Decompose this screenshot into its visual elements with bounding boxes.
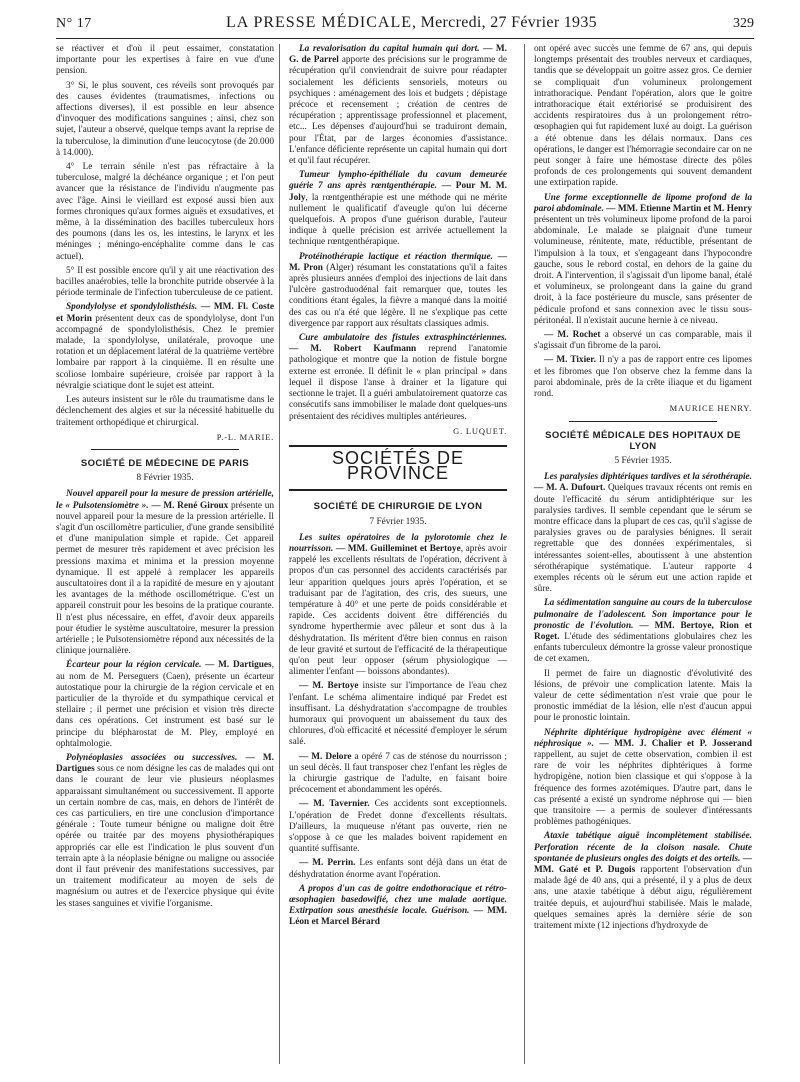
article-title: La sédimentation sanguine au cours de la tuberculose pulmonaire de l'adolescent. Son importance pour le pronostic de l'évolution. bbox=[534, 598, 752, 631]
discussion-delore bbox=[289, 752, 507, 797]
article-proteinotherapie bbox=[289, 252, 507, 330]
column-2 bbox=[289, 44, 507, 932]
article-text: rapportent l'observation d'un malade âgé de 40 ans, qui a présenté, il y a plus de deux ans, une ataxie tabétique à début aigu, régulièrement traitée depuis, et aujourd'hui stabilisée. Mais le malade, quelques semaines après la dernière série de son traitement mixte (12 injections d'hydroxyde de bbox=[534, 865, 753, 932]
article-title: Protéinothérapie lactique et réaction thermique. bbox=[299, 251, 493, 262]
article-lipome bbox=[534, 193, 752, 327]
discussion-rochet bbox=[534, 330, 752, 352]
article-text: , au nom de M. Perseguers (Caen), présente un écarteur autostatique pour la chirurgie de la région cervicale et en particulier de la thyroïde et du sympathique cervical et stellaire ; il permet une précision et vision très directe dans ces opérations. Cet instrument est basé sur le principe du blépharostat de M. Pley, employé en ophtalmologie. bbox=[56, 660, 275, 749]
article-title: Nouvel appareil pour la mesure de pression artérielle, le « Pulsotensiomètre ». bbox=[56, 489, 274, 511]
article-text: , après avoir rappelé les excellents résultats de l'opération, décrivent à propos d'un cas personnel des accidents caractérisés par leur apparition quelques jours après l'opération, et se traduisant par de l'agitation, des cris, des sueurs, une température à 40° et une perte de poids considérable et rapide. Ces accidents doivent être différenciés du syndrome hyperthermie avec pâleur et sont dus à la déshydratation. Ils méritent d'être bien connus en raison de leur gravité et surtout de l'efficacité de la thérapeutique qu'on peut leur opposer (sérum physiologique — alimenter l'enfant — boissons abondantes). bbox=[289, 543, 507, 678]
society-heading: SOCIÉTÉ MÉDICALE DES HOPITAUX DE LYON bbox=[545, 429, 741, 452]
section-rule bbox=[91, 449, 239, 450]
author-names: — M. Delore bbox=[299, 751, 352, 762]
article-sedimentation bbox=[534, 598, 752, 665]
article-text: présentent deux cas de spondylolyse, dont l'un accompagné de spondylolisthésis. Chez le premier malade, la spondylolyse, unilatérale, provoque une rotation et un déplacement latéral de la quatrième vertèbre lombaire par rapport à la cinquième. Il en résulte une scoliose lombaire supérieure, croisée par rapport à la névralgie sciatique dont le sujet est atteint. bbox=[56, 313, 274, 391]
journal-title bbox=[226, 14, 597, 32]
article-text: sous ce nom désigne les cas de malades qui ont dans le courant de leur vie plusieurs néoplasmes apparaissant simultanément ou successivement. Il apporte un certain nombre de cas, mais, en dehors de l'intérêt de ces cas particuliers, en tire une conclusion d'importance générale : Toute tumeur bénigne ou maligne doit être opérée ou traitée par des moyens physiothérapiques appropriés car elle est l'indication le plus souvent d'un terrain apte à la néoplasie bénigne ou maligne ou associée dont il faut prévenir des manifestations successives, par un traitement modificateur au moyen de sels de magnésium ou autres et de l'exercice physique qui évite les stases sanguines et vivifie l'organisme. bbox=[56, 764, 274, 909]
article-paralysies bbox=[534, 472, 752, 595]
header-rule bbox=[56, 38, 754, 39]
author-names: — MM. Léon et Marcel Bérard bbox=[289, 906, 508, 928]
signature: P.-L. MARIE. bbox=[216, 431, 274, 442]
author-names: — MM. Etienne Martin et M. Henry bbox=[606, 203, 753, 214]
article-title: Cure ambulatoire des fistules extrasphinctériennes. bbox=[299, 333, 507, 344]
article-text: Les enfants sont déjà dans un état de déshydratation énorme avant l'opération. bbox=[289, 858, 507, 880]
paragraph: Les auteurs insistent sur le rôle du traumatisme dans le déclenchement des algies et sur la nécessité habituelle du traitement orthopédique et chirurgical. bbox=[56, 395, 274, 428]
paragraph: 3° Si, le plus souvent, ces réveils sont provoqués par des causes évidentes (traumatismes, infections ou affections diverses), il est possible en leur absence d'invoquer des modifications sanguines ; ainsi, chez son sujet, l'auteur a observé, quelque temps avant la reprise de la tuberculose, la diminution d'une leucocytose (de 20.000 à 14.000). bbox=[56, 80, 274, 158]
author-names: — M. René Giroux bbox=[151, 500, 229, 511]
session-date: 5 Février 1935. bbox=[614, 455, 672, 466]
column-1 bbox=[56, 44, 274, 913]
article-text: (Alger) résumant les constatations qu'il a faites après plusieurs années d'emploi des injections de lait dans l'ulcère gastroduodénal fait remarquer que, toutes les conditions étant égales, la fièvre a manqué dans la moitié des cas ou n'a été que légère. Il ne s'explique pas cette divergence par rapport aux résultats classiques admis. bbox=[289, 262, 507, 329]
author-names: — Pour M. M. Joly bbox=[289, 181, 507, 203]
section-rule bbox=[569, 421, 717, 422]
article-title: Les suites opératoires de la pylorotomie chez le nourrisson. bbox=[289, 532, 507, 554]
article-nephrite bbox=[534, 728, 752, 829]
paragraph: 4° Le terrain sénile n'est pas réfractaire à la tuberculose, malgré la déchéance organique ; et l'on peut avancer que la résistance de l'individu n'augmente pas avec l'âge. Ainsi le vieillard est exposé aussi bien aux formes chroniques qu'aux formes aiguës et exsudatives, et même, à la dissémination des bacilles tuberculeux hors des poumons (dans les os, les intestins, le larynx et les méninges ; méningo-encéphalite comme dans le cas actuel). bbox=[56, 162, 274, 262]
author-names: — M. Bertoye bbox=[299, 681, 359, 692]
session-date: 7 Février 1935. bbox=[369, 516, 427, 527]
discussion-bertoye bbox=[289, 681, 507, 748]
author-names: — MM. Bertoye, Rion et Roget. bbox=[534, 620, 753, 642]
article-polyneoplasies bbox=[56, 753, 274, 910]
page-number: 329 bbox=[733, 16, 754, 31]
discussion-tixier bbox=[534, 355, 752, 400]
signature: MAURICE HENRY. bbox=[669, 403, 752, 414]
paragraph: 5° Il est possible encore qu'il y ait une réactivation des bacilles anaérobies, telle la bronchite putride observée à la période terminale de l'infection tuberculeuse de ce patient. bbox=[56, 265, 274, 299]
article-title: Tumeur lympho-épithéliale du cavum demeurée guérie 7 ans après rœntgenthérapie. bbox=[289, 170, 507, 192]
author-names: — MM. Fl. Coste et Morin bbox=[56, 302, 275, 324]
author-names: — MM. J. Chalier et P. Josserand bbox=[599, 738, 753, 749]
society-heading: SOCIÉTÉ DE CHIRURGIE DE LYON bbox=[313, 501, 483, 513]
province-banner bbox=[289, 445, 507, 491]
province-title: SOCIÉTÉS DE PROVINCE bbox=[331, 447, 465, 484]
article-ataxie bbox=[534, 831, 752, 932]
column-divider-2 bbox=[524, 44, 525, 1064]
column-3 bbox=[534, 44, 752, 935]
author-names: — M. Tixier. bbox=[544, 355, 596, 366]
article-title: Spondylolyse et spondylolisthésis. bbox=[66, 302, 198, 313]
article-spondylolyse bbox=[56, 302, 274, 392]
paragraph: ont opéré avec succès une femme de 67 ans, qui depuis longtemps présentait des troubles nerveux et cardiaques, tandis que se développait un goitre assez gros. Ce dernier se compliquait d'un volumineux prolongement intrathoracique. Pendant l'opération, alors que le goitre intrathoracique était extériorisé se produisirent des accidents respiratoires dus à un prolongement rétro-œsophagien qui fut rapidement luxé au doigt. La guérison a été obtenue dans les délais normaux. Dans ces opérations, le danger est l'hémorragie secondaire car on ne peut songer à faire une hémostase directe des pôles profonds de ces prolongements qui souvent demandent une extirpation rapide. bbox=[534, 44, 752, 189]
author-names: — MM. Gaté et P. Dugois bbox=[534, 853, 752, 876]
article-text: L'étude des sédimentations globulaires chez les enfants tuberculeux démontre la grosse valeur pronostique de cet examen. bbox=[534, 631, 752, 665]
society-heading: SOCIÉTÉ DE MÉDECINE DE PARIS bbox=[80, 457, 250, 469]
article-title: Les paralysies diphtériques tardives et la sérothérapie. bbox=[544, 472, 752, 483]
author-names: — MM. Guilleminet et Bertoye bbox=[335, 543, 461, 554]
article-text: Quelques travaux récents ont remis en doute l'efficacité du sérum antidiphtérique sur les paralysies tardives. Il semble cependant que le sérum se montre efficace dans la plupart de ces cas, qu'il s'agisse de paralysies graves ou de paralysies bénignes. Il serait regrettable que des données expérimentales, si intéressantes soient-elles, aboutissent à une abstention sérothérapique systématique. L'auteur rapporte 4 exemples récents où le sérum eut une action rapide et sûre. bbox=[534, 483, 752, 595]
author-names: — M. Dartigues bbox=[205, 660, 272, 671]
author-names: — M. Robert Kaufmann bbox=[289, 344, 417, 355]
article-text: rappellent, au sujet de cette observation, combien il est rare de voir les néphrites diphtériques à forme hydropigène, notion bien classique et qui s'oppose à la fréquence des formes azotémiques. D'autre part, dans le cas présenté a existé un syndrome néphrose qui — bien que transitoire — a permis de soulever d'intéressants problèmes pathogéniques. bbox=[534, 749, 752, 828]
author-names: — M. Tavernier. bbox=[299, 799, 370, 810]
discussion-tavernier bbox=[289, 799, 507, 855]
session-date: 8 Février 1935. bbox=[136, 473, 194, 484]
article-text: reprend l'anatomie pathologique et montre que la notion de fistule borgne externe est erronée. Il définit le « plan principal » dans lequel il dispose l'anse à drainer et la ligature qui sectionne le trajet. Il a guéri ambulatoirement quatorze cas consécutifs sans immobiliser le malade dont quelques-uns présentaient des récidives multiples antérieures. bbox=[289, 344, 507, 422]
article-title: Une forme exceptionnelle de lipome profond de la paroi abdominale. bbox=[534, 192, 752, 214]
article-text: Il n'y a pas de rapport entre ces lipomes et les fibromes que l'on observe chez la femme dans la paroi abdominale, près de la crête iliaque et du ligament rond. bbox=[534, 355, 752, 400]
article-title: Néphrite diphtérique hydropigène avec élément « néphrosique ». bbox=[534, 727, 752, 749]
page-header bbox=[56, 12, 754, 38]
article-title: A propos d'un cas de goitre endothoracique et rétro-œsophagien basedowifié, chez une malade aortique. Extirpation sous anesthésie locale. Guérison. bbox=[289, 883, 507, 917]
article-text: apporte des précisions sur le programme de récupération qu'il conviendrait de suivre pour réadapter socialement les déficients sensoriels, moteurs ou psychiques : aménagement des lois et budgets ; dépistage précoce et recensement ; création de centres de récupération ; apprentissage professionnel et placement, etc... Les dépenses d'aujourd'hui se traduiront demain, pour l'État, par de larges économies d'assistance. L'enfance déficiente représente un capital humain qui dort et qu'il faut récupérer. bbox=[289, 55, 508, 167]
article-text: a opéré 7 cas de sténose du nourrisson ; un seul décès. Il faut transposer chez l'enfant les règles de la chirurgie gastrique de l'adulte, en faisant boire précocement et abondamment les opérés. bbox=[289, 751, 507, 796]
article-title: Ataxie tabétique aiguë incomplètement stabilisée. Perforation récente de la cloison nasale. Chute spontanée de plusieurs ongles des doigts et des orteils. bbox=[534, 831, 752, 864]
issue-number: N° 17 bbox=[56, 16, 92, 31]
article-fistules bbox=[289, 333, 507, 423]
article-pulsotensiometre bbox=[56, 489, 274, 657]
column-divider-1 bbox=[279, 44, 280, 1064]
author-names: — M. Pron bbox=[289, 251, 508, 273]
author-names: — M. A. Dufourt. bbox=[534, 483, 606, 494]
article-title: Polynéoplasies associées ou successives. bbox=[66, 752, 238, 763]
article-revalorisation bbox=[289, 44, 507, 167]
author-names: — M. Dartigues bbox=[56, 752, 274, 775]
author-names: — M. Perrin. bbox=[299, 858, 356, 869]
article-tumeur bbox=[289, 170, 507, 248]
article-text: présentent un très volumineux lipome profond de la paroi abdominale. Le malade se plaignait d'une tumeur volumineuse, rénitente, mate, réductible, présentant de l'impulsion à la toux, et s'engageant dans l'hypocondre gauche, sous le rebord costal, en dehors de la gaine du droit. A l'intervention, il s'agissait d'un lipome banal, étalé et volumineux, se prolongeant dans la gaine du grand droit, à la face postérieure du muscle, sans présenter de pédicule profond et sans connexion avec le tissu sous-péritonéal. Il n'existait aucune hernie à ce niveau. bbox=[534, 215, 752, 326]
article-title: Écarteur pour la région cervicale. bbox=[66, 660, 202, 671]
paragraph: se réactiver et d'où il peut essaimer, constatation importante pour les expertises à faire en vue d'une pension. bbox=[56, 44, 274, 77]
journal-name: LA PRESSE MÉDICALE bbox=[226, 14, 413, 31]
paragraph: Il permet de faire un diagnostic d'évolutivité des lésions, de prévoir une complication latente. Mais la valeur de cette sédimentation n'est vraie que pour le pronostic immédiat de la lésion, elle n'est d'aucun appui pour le pronostic lointain. bbox=[534, 668, 752, 724]
article-text: , la rœntgenthérapie est une méthode qui ne mérite nullement le qualificatif d'aveugle qu'on lui décerne quelquefois. A propos d'une guérison durable, l'auteur indique à quelle précision est arrivée actuellement la technique rœntgenthérapique. bbox=[289, 192, 507, 248]
article-text: insiste sur l'importance de l'eau chez l'enfant. Le schéma alimentaire indiqué par Fredet est insuffisant. La déshydratation s'accompagne de troubles humoraux qui provoquent un abaissement du taux des chlorures, d'où efficacité et nécessité d'employer le sérum salé. bbox=[289, 681, 507, 748]
author-names: — M. G. de Parrel bbox=[289, 44, 507, 66]
discussion-perrin bbox=[289, 858, 507, 880]
article-text: a observé un cas comparable, mais il s'agissait d'un fibrome de la paroi. bbox=[534, 330, 752, 352]
article-text: Ces accidents sont exceptionnels. L'opération de Fredet donne d'excellents résultats. D'ailleurs, la muqueuse n'étant pas ouverte, rien ne s'oppose à ce que les malades boivent rapidement en quantité suffisante. bbox=[289, 799, 507, 855]
author-names: — M. Rochet bbox=[544, 330, 601, 341]
article-title: La revalorisation du capital humain qui dort. bbox=[299, 44, 480, 54]
article-pylorotomie bbox=[289, 533, 507, 679]
issue-date: , Mercredi, 27 Février 1935 bbox=[412, 14, 597, 31]
article-ecarteur bbox=[56, 660, 274, 750]
signature: G. LUQUET. bbox=[453, 425, 507, 436]
article-goitre bbox=[289, 884, 507, 929]
article-text: présente un nouvel appareil pour la mesure de la pression artérielle. Il s'agit d'un oscillomètre particulier, d'une grande sensibilité et d'une manipulation simple et rapide. Cet appareil permet de mesurer très rapidement et avec précision les pressions maxima et minima et la pression moyenne dynamique. Il est appelé à remplacer les appareils auscultatoires dont il a la rapidité de mesure en y ajoutant les avantages de la méthode oscillométrique. C'est un appareil construit pour les besoins de la pratique courante. Il n'est plus nécessaire, en effet, d'avoir deux appareils pour étudier le système auscultatoire, mesurer la pression artérielle ; le Pulsotensiomètre répond aux nécessités de la clinique journalière. bbox=[56, 500, 275, 657]
